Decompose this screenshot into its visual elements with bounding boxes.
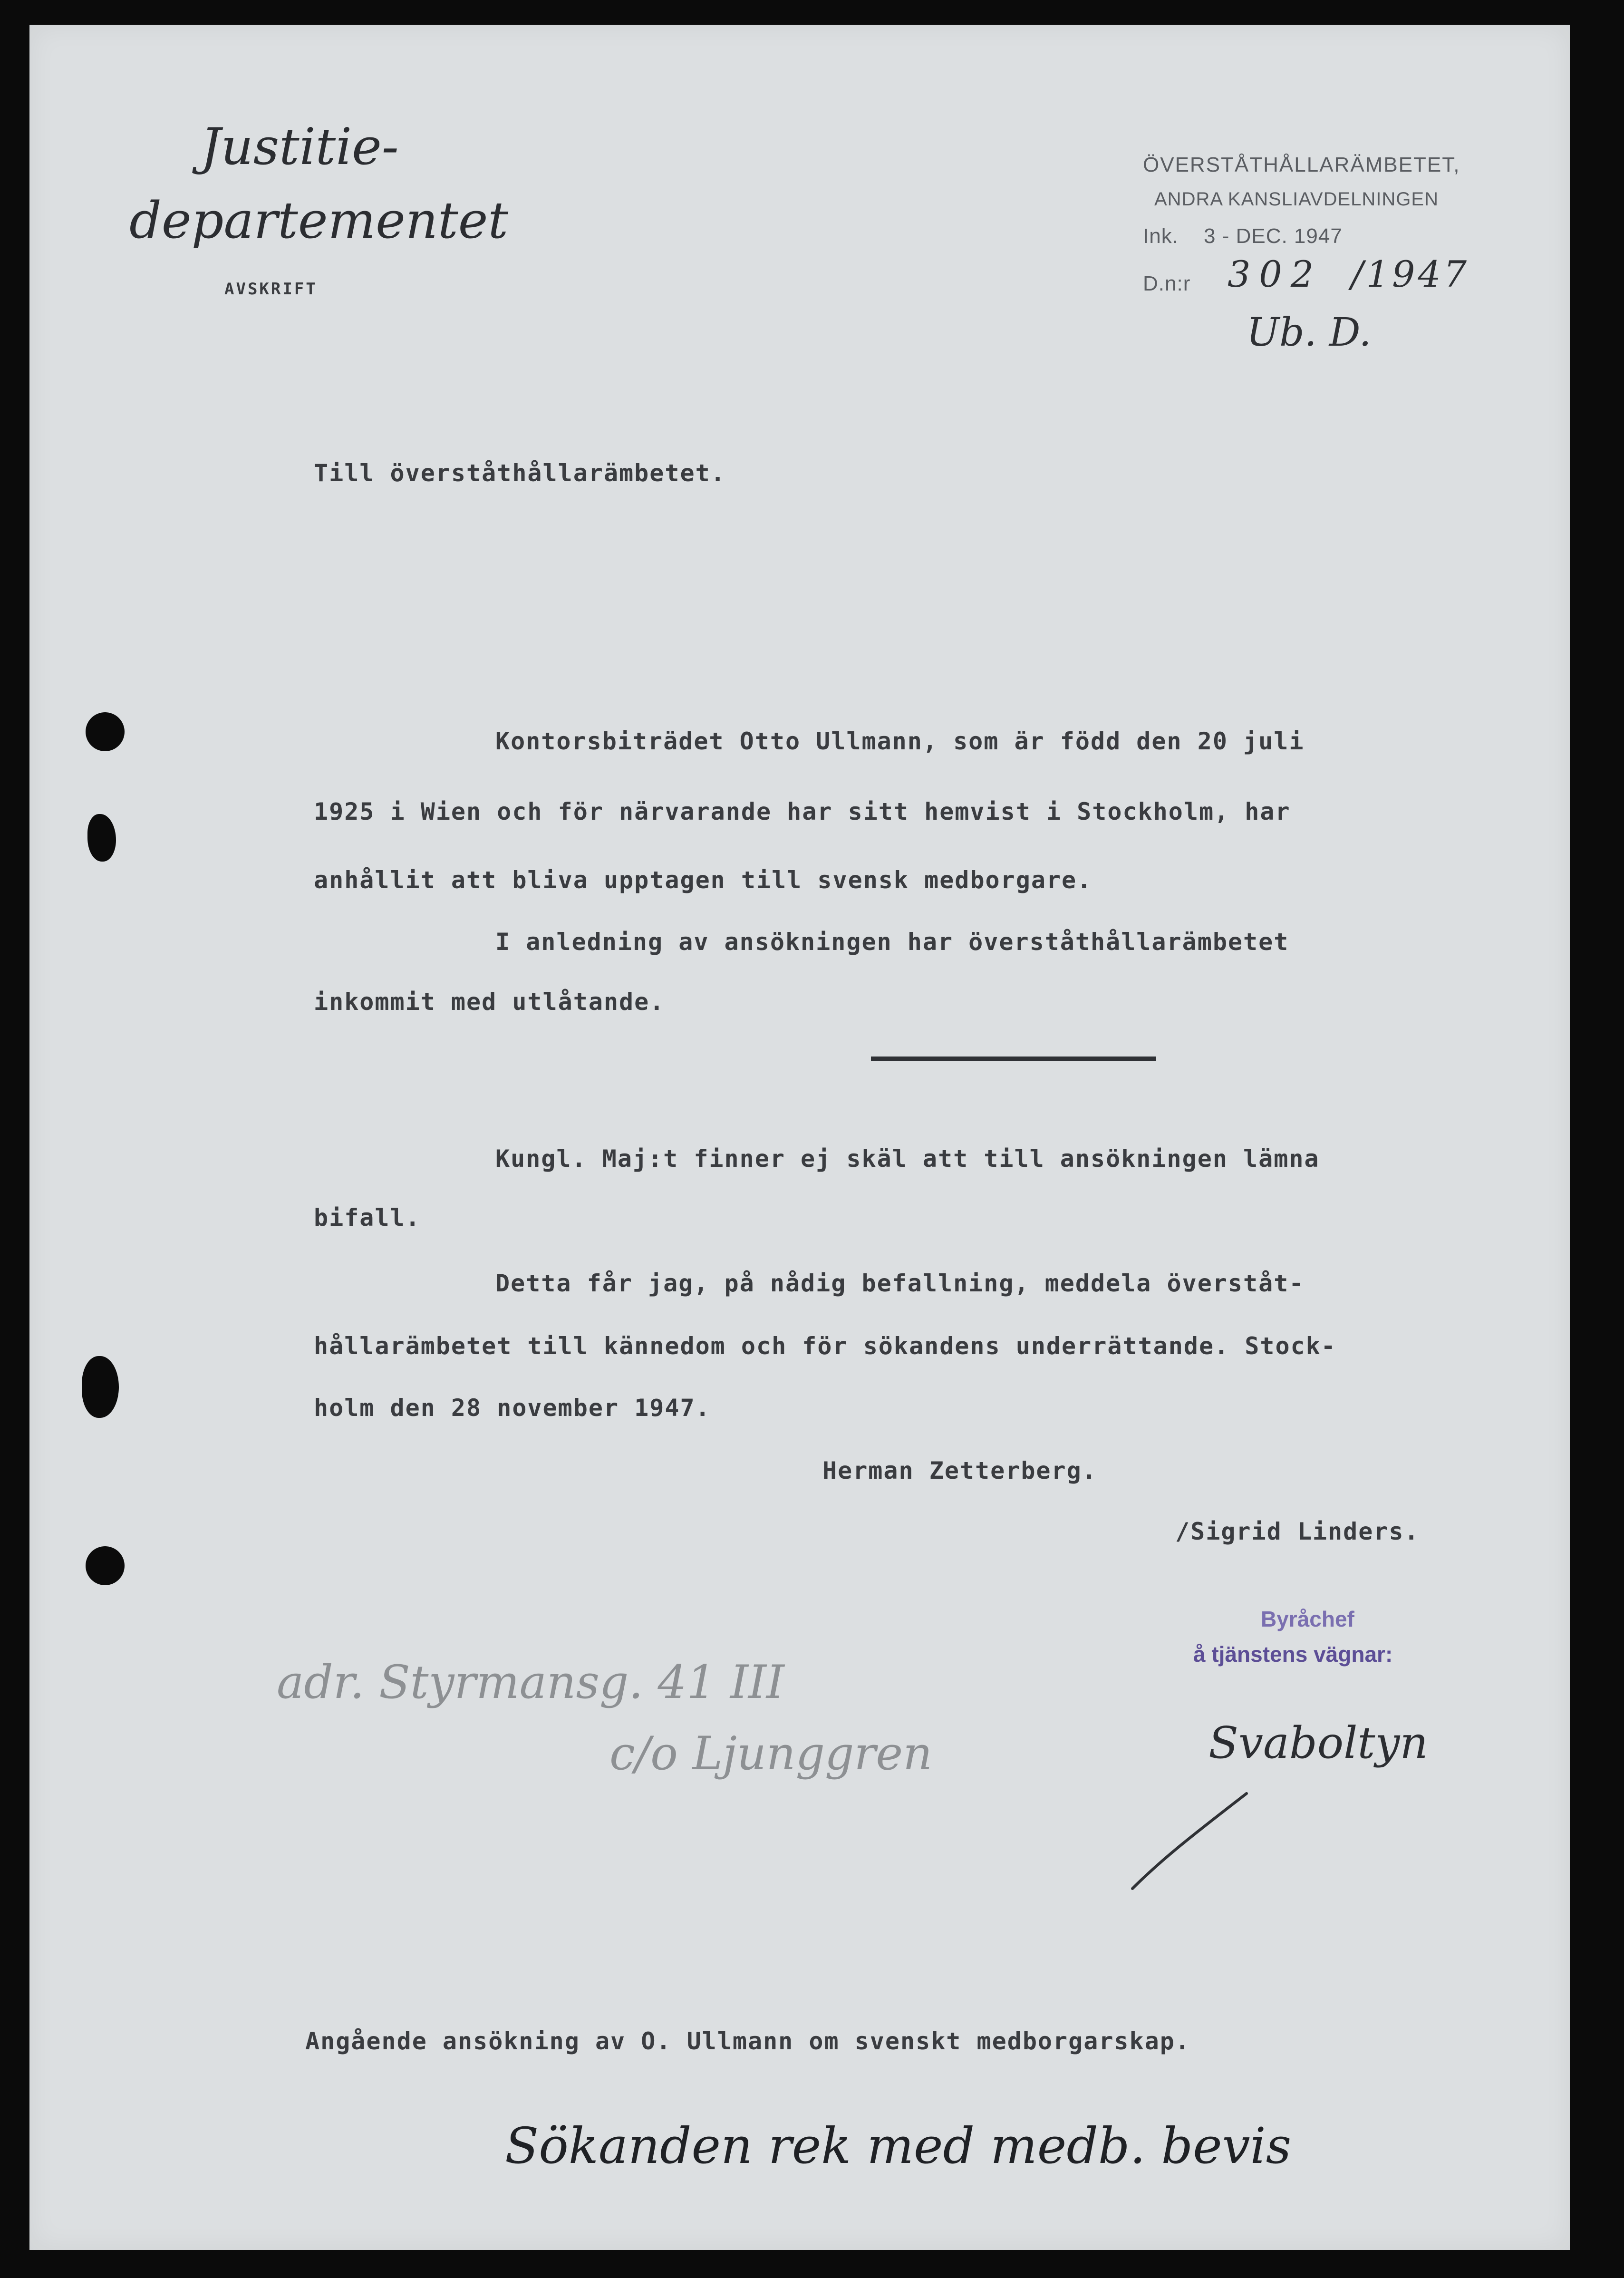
subject-line: Angående ansökning av O. Ullmann om svenskt medborgarskap. (305, 2027, 1190, 2055)
text-line: anhållit att bliva upptagen till svensk medborgare. (314, 866, 1092, 894)
signatory: Herman Zetterberg. (822, 1457, 1097, 1484)
punch-hole-torn-lower (82, 1356, 119, 1418)
text-line: Kontorsbiträdet Otto Ullmann, som är född den 20 juli (495, 727, 1305, 755)
punch-hole-top (86, 712, 125, 751)
text-line: Kungl. Maj:t finner ej skäl att till ansökningen lämna (495, 1145, 1320, 1173)
punch-hole-torn-upper (87, 814, 116, 862)
text-line: I anledning av ansökningen har överståthållarämbetet (495, 928, 1289, 956)
office-stamp-line-1: Byråchef (1261, 1607, 1354, 1631)
text-line: inkommit med utlåtande. (314, 988, 665, 1016)
stamp-inkommen-label: Ink. (1143, 224, 1179, 248)
text-line: hållarämbetet till kännedom och för sökandens underrättande. Stock- (314, 1332, 1336, 1360)
text-line: bifall. (314, 1204, 421, 1231)
addressee: Till överståthållarämbetet. (314, 459, 726, 487)
stamp-dnr-year: /1947 (1351, 253, 1470, 295)
letterhead-line-2: departementet (129, 191, 509, 250)
handwritten-address-line-2: c/o Ljunggren (609, 1727, 933, 1780)
text-line: holm den 28 november 1947. (314, 1394, 711, 1422)
stamp-line-2: ANDRA KANSLIAVDELNINGEN (1154, 189, 1439, 210)
stamp-inkommen-date: 3 - DEC. 1947 (1204, 224, 1343, 248)
separator-rule (871, 1057, 1156, 1061)
copy-label: AVSKRIFT (224, 280, 318, 299)
office-stamp-line-2: å tjänstens vägnar: (1193, 1642, 1393, 1667)
signature-stroke (1128, 1789, 1251, 1893)
document-page (29, 25, 1570, 2250)
handwritten-bottom-note: Sökanden rek med medb. bevis (505, 2117, 1292, 2175)
office-signature: Svaboltyn (1208, 1717, 1428, 1768)
stamp-handwritten-note: Ub. D. (1247, 310, 1372, 355)
stamp-dnr-label: D.n:r (1143, 272, 1191, 295)
handwritten-address-line-1: adr. Styrmansg. 41 III (277, 1656, 784, 1709)
text-line: 1925 i Wien och för närvarande har sitt hemvist i Stockholm, har (314, 798, 1291, 825)
countersign: /Sigrid Linders. (1175, 1518, 1420, 1545)
punch-hole-bottom (86, 1546, 125, 1585)
stamp-dnr-number: 302 (1228, 253, 1323, 295)
text-line: Detta får jag, på nådig befallning, meddela överståt- (495, 1270, 1305, 1297)
letterhead-line-1: Justitie- (201, 117, 399, 176)
stamp-line-1: ÖVERSTÅTHÅLLARÄMBETET, (1143, 153, 1460, 176)
